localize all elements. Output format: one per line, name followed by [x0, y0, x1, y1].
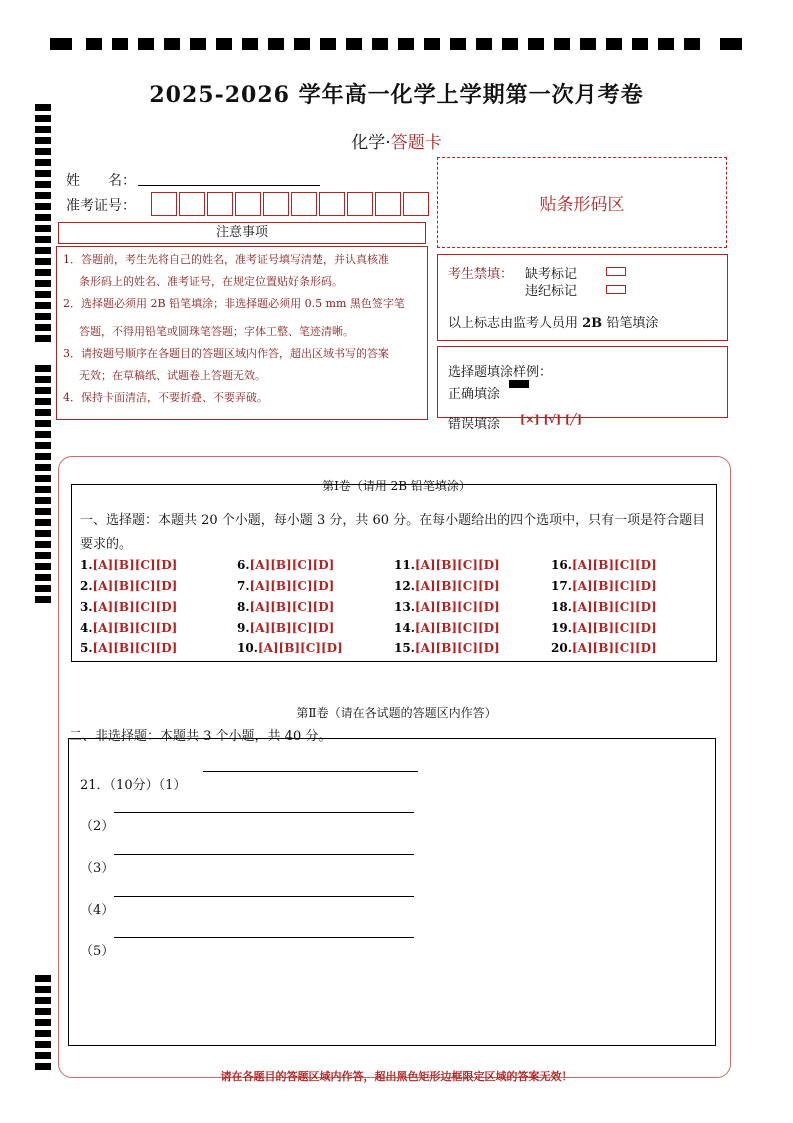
violation-label: 违纪标记 [525, 284, 578, 299]
page-subtitle [0, 128, 793, 153]
answer-options[interactable]: [A][B][C][D] [249, 558, 335, 572]
top-timing-marks [50, 38, 745, 52]
section1-title: 第Ⅰ卷（请用 2B 铅笔填涂） [322, 479, 471, 493]
exam-id-digit-box[interactable] [375, 192, 401, 216]
answer-options[interactable]: [A][B][C][D] [414, 621, 500, 635]
question-row[interactable] [551, 600, 657, 614]
question-row[interactable] [551, 579, 657, 593]
question-row[interactable] [80, 641, 177, 655]
question-number: 8. [237, 600, 250, 614]
answer-options[interactable]: [A][B][C][D] [414, 600, 500, 614]
question-row[interactable] [394, 621, 500, 635]
question-number: 17. [551, 579, 572, 593]
question-row[interactable] [237, 600, 334, 614]
answer-options[interactable]: [A][B][C][D] [92, 579, 178, 593]
answer-options[interactable]: [A][B][C][D] [414, 641, 500, 655]
exam-id-digit-box[interactable] [291, 192, 317, 216]
absent-label: 缺考标记 [525, 267, 578, 282]
proctor-note-bold: 2B [582, 316, 603, 331]
proctor-note-suffix: 铅笔填涂 [602, 316, 659, 331]
notes-heading: 注意事项 [58, 222, 426, 244]
question-row[interactable] [237, 558, 334, 572]
name-field[interactable] [138, 184, 320, 186]
section1-instruction: 一、选择题：本题共 20 个小题，每小题 3 分，共 60 分。在每小题给出的四个选项中，只有一项是符合题目要求的。 [80, 513, 706, 552]
note-3-line1: 3．请按题号顺序在各题目的答题区域内作答，超出区域书写的答案 [63, 347, 389, 360]
question-number: 13. [394, 600, 415, 614]
part-4-label: （4） [80, 903, 115, 918]
subtitle-prefix: 化学· [351, 133, 391, 153]
question-number: 4. [80, 621, 93, 635]
section2-instruction: 二、非选择题：本题共 3 个小题，共 40 分。 [69, 729, 332, 744]
answer-options[interactable]: [A][B][C][D] [92, 641, 178, 655]
proctor-box [437, 254, 728, 341]
answer-options[interactable]: [A][B][C][D] [92, 558, 178, 572]
section2-title: 第Ⅱ卷（请在各试题的答题区内作答） [296, 706, 497, 720]
fill-example-box [437, 346, 728, 432]
question-row[interactable] [394, 641, 500, 655]
answer-options[interactable]: [A][B][C][D] [249, 600, 335, 614]
answer-line-2[interactable] [114, 811, 414, 813]
question-row[interactable] [237, 621, 334, 635]
question-number: 15. [394, 641, 415, 655]
notes-box [56, 246, 428, 420]
exam-id-digit-box[interactable] [347, 192, 373, 216]
answer-options[interactable]: [A][B][C][D] [571, 621, 657, 635]
question-number: 19. [551, 621, 572, 635]
footer-warning: 请在各题目的答题区域内作答，超出黑色矩形边框限定区域的答案无效！ [220, 1070, 573, 1083]
name-label: 姓 名： [66, 173, 136, 189]
question-number: 9. [237, 621, 250, 635]
question-row[interactable] [80, 579, 177, 593]
part-5-label: （5） [80, 944, 115, 959]
answer-options[interactable]: [A][B][C][D] [571, 579, 657, 593]
answer-line-5[interactable] [114, 936, 414, 938]
question-row[interactable] [237, 641, 343, 655]
note-3-line2: 无效；在草稿纸、试题卷上答题无效。 [79, 369, 266, 382]
question-number: 1. [80, 558, 93, 572]
question-number: 5. [80, 641, 93, 655]
proctor-label: 考生禁填： [448, 267, 514, 282]
question-row[interactable] [237, 579, 334, 593]
violation-mark-box[interactable] [606, 285, 626, 294]
question-row[interactable] [551, 621, 657, 635]
question-row[interactable] [394, 600, 500, 614]
exam-id-digit-box[interactable] [207, 192, 233, 216]
exam-id-digit-box[interactable] [151, 192, 177, 216]
answer-line-3[interactable] [114, 853, 414, 855]
absent-mark-box[interactable] [606, 267, 626, 276]
exam-id-digit-box[interactable] [235, 192, 261, 216]
answer-options[interactable]: [A][B][C][D] [571, 600, 657, 614]
question-row[interactable] [80, 600, 177, 614]
question-row[interactable] [551, 558, 657, 572]
barcode-label: 贴条形码区 [539, 195, 625, 215]
question-number: 12. [394, 579, 415, 593]
exam-id-boxes[interactable] [151, 192, 431, 216]
note-1-line2: 条形码上的姓名、准考证号，在规定位置贴好条形码。 [79, 275, 343, 288]
answer-options[interactable]: [A][B][C][D] [414, 579, 500, 593]
answer-line-4[interactable] [114, 895, 414, 897]
exam-id-label: 准考证号： [66, 198, 136, 214]
exam-id-digit-box[interactable] [263, 192, 289, 216]
note-4-line1: 4．保持卡面清洁，不要折叠、不要弄破。 [63, 391, 268, 404]
correct-fill-sample [509, 380, 529, 388]
wrong-fill-samples: [×] [√] [╱] [520, 413, 582, 426]
answer-line-1[interactable] [203, 770, 418, 772]
note-2-line2: 答题，不得用铅笔或圆珠笔答题；字体工整、笔迹清晰。 [79, 325, 354, 338]
exam-id-digit-box[interactable] [319, 192, 345, 216]
part-2-label: （2） [80, 819, 115, 834]
question-21-label: 21．（10分）（1） [80, 778, 187, 793]
question-number: 20. [551, 641, 572, 655]
exam-id-digit-box[interactable] [403, 192, 429, 216]
answer-options[interactable]: [A][B][C][D] [571, 641, 657, 655]
part-3-label: （3） [80, 861, 115, 876]
question-number: 7. [237, 579, 250, 593]
question-number: 10. [237, 641, 258, 655]
answer-options[interactable]: [A][B][C][D] [92, 621, 178, 635]
answer-options[interactable]: [A][B][C][D] [257, 641, 343, 655]
question-number: 6. [237, 558, 250, 572]
page-title: 2025-2026 学年高一化学上学期第一次月考卷 [149, 82, 644, 108]
correct-fill-label: 正确填涂 [448, 387, 501, 402]
answer-options[interactable]: [A][B][C][D] [571, 558, 657, 572]
question-row[interactable] [394, 579, 500, 593]
subtitle-answer-card: 答题卡 [390, 133, 442, 153]
barcode-area [437, 157, 727, 248]
proctor-note [448, 312, 658, 331]
question-number: 14. [394, 621, 415, 635]
note-1-line1: 1．答题前，考生先将自己的姓名，准考证号填写清楚，并认真核准 [63, 253, 389, 266]
question-row[interactable] [394, 558, 500, 572]
answer-options[interactable]: [A][B][C][D] [414, 558, 500, 572]
question-row[interactable] [551, 641, 657, 655]
exam-id-digit-box[interactable] [179, 192, 205, 216]
answer-options[interactable]: [A][B][C][D] [249, 621, 335, 635]
note-2-line1: 2．选择题必须用 2B 铅笔填涂；非选择题必须用 0.5 mm 黑色签字笔 [63, 297, 405, 310]
answer-options[interactable]: [A][B][C][D] [249, 579, 335, 593]
question-number: 16. [551, 558, 572, 572]
question-number: 3. [80, 600, 93, 614]
fill-example-label: 选择题填涂样例： [448, 365, 553, 380]
question-number: 18. [551, 600, 572, 614]
answer-options[interactable]: [A][B][C][D] [92, 600, 178, 614]
question-row[interactable] [80, 621, 177, 635]
wrong-fill-label: 错误填涂 [448, 417, 501, 432]
question-number: 2. [80, 579, 93, 593]
question-row[interactable] [80, 558, 177, 572]
question-number: 11. [394, 558, 415, 572]
proctor-note-prefix: 以上标志由监考人员用 [448, 316, 583, 331]
